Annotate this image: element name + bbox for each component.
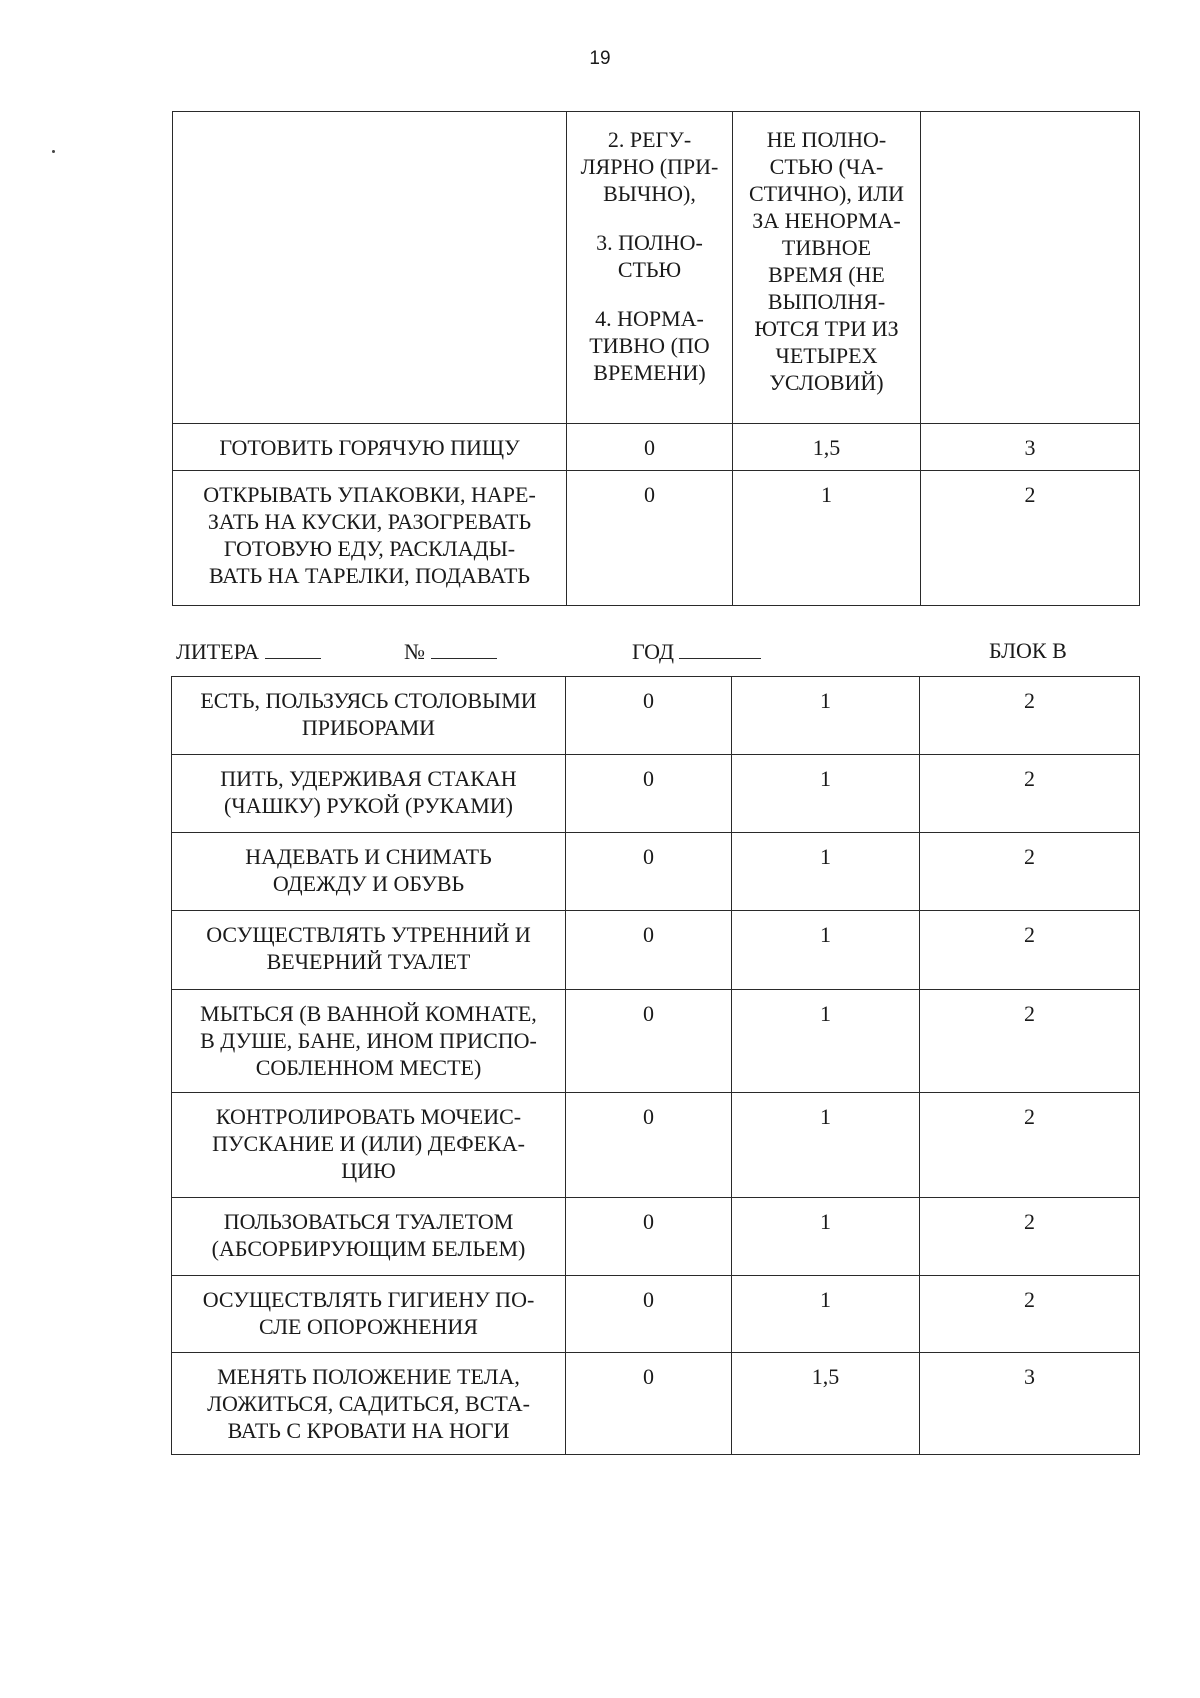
- bottom-table: [171, 676, 1140, 1455]
- score-cell: 3: [921, 424, 1140, 471]
- activity-cell: [172, 1353, 566, 1455]
- score-cell: 1,5: [733, 424, 921, 471]
- score-cell: 0: [566, 677, 732, 755]
- header-gap: [571, 207, 728, 229]
- activity-line: ВАТЬ С КРОВАТИ НА НОГИ: [227, 1418, 510, 1443]
- year-blank: [679, 638, 761, 659]
- year-field: [632, 638, 761, 665]
- table-row: [172, 1353, 1140, 1455]
- activity-line: В ДУШЕ, БАНЕ, ИНОМ ПРИСПО-: [200, 1028, 537, 1053]
- activity-cell: [172, 911, 566, 990]
- header-line: ЗА НЕНОРМА-: [752, 208, 901, 233]
- score-cell: 0: [566, 833, 732, 911]
- activity-line: ЕСТЬ, ПОЛЬЗУЯСЬ СТОЛОВЫМИ: [200, 688, 537, 713]
- header-line: ЛЯРНО (ПРИ-: [580, 154, 719, 179]
- header-line: ТИВНО (ПО: [589, 333, 710, 358]
- header-line: ТИВНОЕ: [781, 235, 872, 260]
- form-line: [176, 638, 1076, 668]
- score-cell: 2: [920, 1276, 1140, 1353]
- table-row: [173, 471, 1140, 606]
- table-row: [172, 755, 1140, 833]
- table-row: [172, 1198, 1140, 1276]
- activity-cell: [172, 990, 566, 1093]
- activity-line: СОБЛЕННОМ МЕСТЕ): [255, 1055, 482, 1080]
- score-cell: 2: [920, 990, 1140, 1093]
- header-line: УСЛОВИЙ): [769, 370, 884, 395]
- activity-line: ВЕЧЕРНИЙ ТУАЛЕТ: [266, 949, 471, 974]
- score-cell: 1: [732, 677, 920, 755]
- activity-line: ПУСКАНИЕ И (ИЛИ) ДЕФЕКА-: [212, 1131, 525, 1156]
- activity-line: (АБСОРБИРУЮЩИМ БЕЛЬЕМ): [211, 1236, 526, 1261]
- activity-line: ПРИБОРАМИ: [301, 715, 436, 740]
- score-cell: 2: [920, 833, 1140, 911]
- activity-line: ЦИЮ: [341, 1158, 396, 1183]
- activity-cell: [172, 833, 566, 911]
- score-cell: 3: [920, 1353, 1140, 1455]
- header-line: ВЫЧНО),: [603, 181, 696, 206]
- header-line: ВЫПОЛНЯ-: [767, 289, 886, 314]
- score-cell: 1,5: [732, 1353, 920, 1455]
- number-blank: [431, 638, 497, 659]
- header-line: СТЬЮ (ЧА-: [769, 154, 884, 179]
- activity-line: ПОЛЬЗОВАТЬСЯ ТУАЛЕТОМ: [223, 1209, 514, 1234]
- table-row: [172, 1276, 1140, 1353]
- header-partial-cell: [733, 112, 921, 424]
- table-row: [172, 677, 1140, 755]
- header-criteria-cell: [567, 112, 733, 424]
- header-gap: [571, 283, 728, 305]
- score-cell: 2: [920, 677, 1140, 755]
- activity-cell: [172, 677, 566, 755]
- activity-line: ОСУЩЕСТВЛЯТЬ ГИГИЕНУ ПО-: [202, 1287, 535, 1312]
- header-line: ЮТСЯ ТРИ ИЗ: [754, 316, 899, 341]
- score-cell: 0: [566, 1353, 732, 1455]
- score-cell: 2: [921, 471, 1140, 606]
- header-row: [173, 112, 1140, 424]
- score-cell: 2: [920, 1093, 1140, 1198]
- score-cell: 0: [566, 1198, 732, 1276]
- score-cell: 1: [732, 911, 920, 990]
- number-label: №: [404, 639, 425, 664]
- score-cell: 1: [732, 833, 920, 911]
- activity-cell: [172, 755, 566, 833]
- header-line: СТИЧНО), ИЛИ: [748, 181, 905, 206]
- score-cell: 0: [567, 424, 733, 471]
- table-row: [172, 1093, 1140, 1198]
- activity-line: НАДЕВАТЬ И СНИМАТЬ: [245, 844, 492, 869]
- score-cell: 2: [920, 911, 1140, 990]
- activity-cell: [173, 424, 567, 471]
- activity-line: ЛОЖИТЬСЯ, САДИТЬСЯ, ВСТА-: [207, 1391, 530, 1416]
- number-field: [404, 638, 497, 665]
- header-empty-cell: [173, 112, 567, 424]
- year-label: ГОД: [632, 639, 674, 664]
- table-row: [172, 833, 1140, 911]
- activity-line: СЛЕ ОПОРОЖНЕНИЯ: [259, 1314, 478, 1339]
- activity-cell: [172, 1198, 566, 1276]
- score-cell: 2: [920, 755, 1140, 833]
- score-cell: 0: [566, 755, 732, 833]
- score-cell: 0: [566, 1093, 732, 1198]
- activity-cell: [173, 471, 567, 606]
- score-cell: 0: [567, 471, 733, 606]
- header-line: ВРЕМЕНИ): [593, 360, 706, 385]
- table-row: [172, 990, 1140, 1093]
- activity-cell: [172, 1093, 566, 1198]
- table-row: [173, 424, 1140, 471]
- activity-line: (ЧАШКУ) РУКОЙ (РУКАМИ): [224, 793, 513, 818]
- score-cell: 2: [920, 1198, 1140, 1276]
- score-cell: 0: [566, 1276, 732, 1353]
- top-table: [172, 111, 1140, 606]
- activity-line: ГОТОВИТЬ ГОРЯЧУЮ ПИЩУ: [219, 435, 520, 460]
- header-line: ЧЕТЫРЕХ: [775, 343, 878, 368]
- activity-line: КОНТРОЛИРОВАТЬ МОЧЕИС-: [215, 1104, 522, 1129]
- litera-blank: [265, 638, 321, 659]
- header-line: СТЬЮ: [617, 257, 682, 282]
- header-line: 4. НОРМА-: [595, 306, 704, 331]
- header-line: ВРЕМЯ (НЕ: [768, 262, 885, 287]
- activity-line: ПИТЬ, УДЕРЖИВАЯ СТАКАН: [220, 766, 517, 791]
- litera-label: ЛИТЕРА: [176, 639, 259, 664]
- score-cell: 1: [732, 1198, 920, 1276]
- score-cell: 1: [732, 990, 920, 1093]
- score-cell: 1: [732, 1276, 920, 1353]
- activity-line: ЗАТЬ НА КУСКИ, РАЗОГРЕВАТЬ: [207, 509, 532, 534]
- score-cell: 1: [732, 1093, 920, 1198]
- block-label: БЛОК В: [989, 638, 1067, 663]
- score-cell: 1: [732, 755, 920, 833]
- litera-field: [176, 638, 321, 665]
- scan-speck: [52, 150, 55, 153]
- page-number: 19: [589, 48, 611, 69]
- score-cell: 1: [733, 471, 921, 606]
- header-line: 2. РЕГУ-: [607, 127, 692, 152]
- activity-line: ОСУЩЕСТВЛЯТЬ УТРЕННИЙ И: [206, 922, 531, 947]
- activity-line: ОТКРЫВАТЬ УПАКОВКИ, НАРЕ-: [203, 482, 536, 507]
- header-line: НЕ ПОЛНО-: [766, 127, 887, 152]
- header-empty-cell: [921, 112, 1140, 424]
- header-line: 3. ПОЛНО-: [596, 230, 703, 255]
- score-cell: 0: [566, 911, 732, 990]
- activity-line: МЫТЬСЯ (В ВАННОЙ КОМНАТЕ,: [200, 1001, 537, 1026]
- activity-line: МЕНЯТЬ ПОЛОЖЕНИЕ ТЕЛА,: [217, 1364, 520, 1389]
- table-row: [172, 911, 1140, 990]
- activity-line: ОДЕЖДУ И ОБУВЬ: [272, 871, 465, 896]
- score-cell: 0: [566, 990, 732, 1093]
- activity-line: ВАТЬ НА ТАРЕЛКИ, ПОДАВАТЬ: [208, 563, 531, 588]
- activity-cell: [172, 1276, 566, 1353]
- activity-line: ГОТОВУЮ ЕДУ, РАСКЛАДЫ-: [223, 536, 516, 561]
